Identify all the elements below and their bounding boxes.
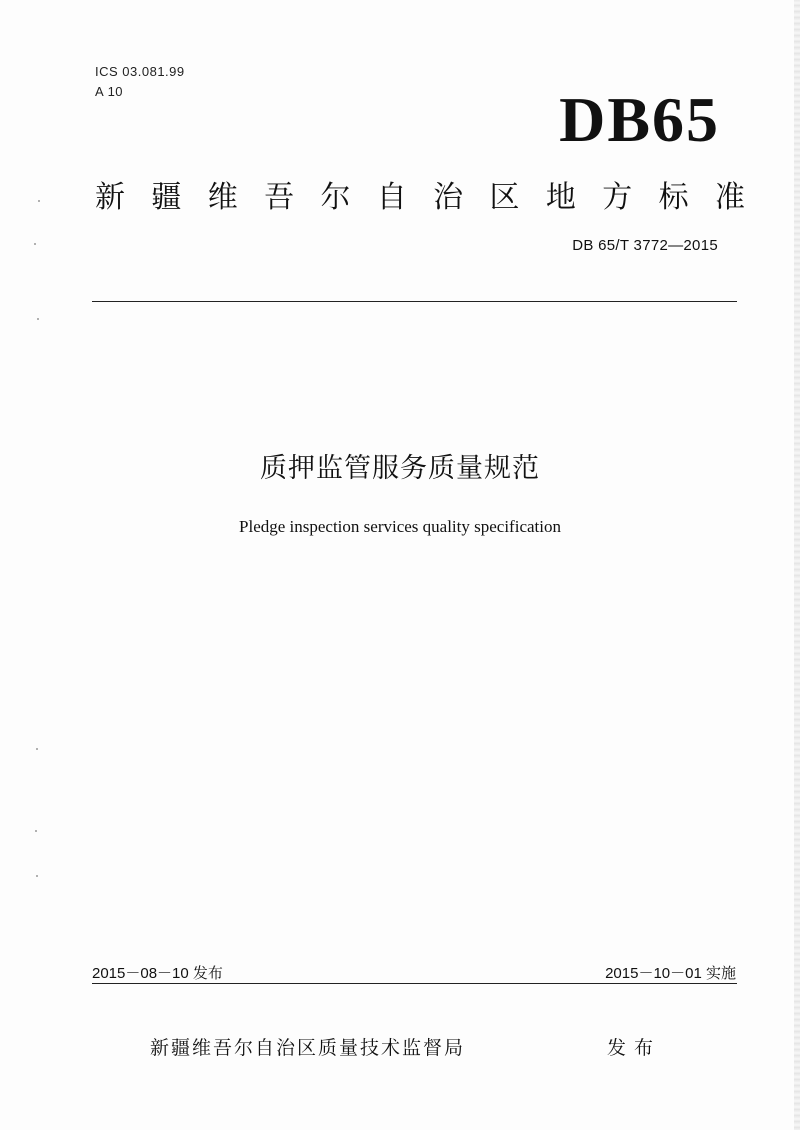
standard-code: DB65 <box>559 84 720 155</box>
issue-date: 2015－08－10 发布 <box>92 965 223 982</box>
document-title: 质押监管服务质量规范 <box>260 453 540 484</box>
footer-divider <box>92 983 737 984</box>
standard-type-char: 准 <box>714 180 745 215</box>
header-divider <box>92 301 737 302</box>
issue-label: 发布 <box>607 1037 662 1059</box>
standard-type-char: 治 <box>433 180 464 215</box>
scan-speck <box>38 200 40 202</box>
standard-type-char: 标 <box>658 180 689 215</box>
scan-speck <box>36 875 38 877</box>
standard-type-char: 吾 <box>264 180 295 215</box>
standard-type-char: 地 <box>545 180 576 215</box>
category-code: A 10 <box>95 84 124 99</box>
standard-type-char: 新 <box>95 180 125 215</box>
scan-speck <box>37 318 39 320</box>
effective-date: 2015－10－01 实施 <box>605 965 736 982</box>
document-title-english: Pledge inspection services quality specification <box>239 517 561 536</box>
standard-type-char: 疆 <box>151 180 182 215</box>
scan-speck <box>35 830 37 832</box>
standard-type-char: 维 <box>207 180 238 215</box>
ics-code: ICS 03.081.99 <box>95 64 185 79</box>
scan-speck <box>36 748 38 750</box>
scan-speck <box>34 243 36 245</box>
standard-type <box>95 172 745 216</box>
issuing-authority: 新疆维吾尔自治区质量技术监督局 <box>150 1037 466 1059</box>
standard-type-char: 尔 <box>320 180 351 215</box>
scan-edge <box>794 0 800 1130</box>
standard-type-char: 区 <box>489 180 520 215</box>
standard-type-char: 方 <box>602 180 633 215</box>
standard-type-char: 自 <box>376 180 407 215</box>
standard-number: DB 65/T 3772—2015 <box>572 237 718 254</box>
